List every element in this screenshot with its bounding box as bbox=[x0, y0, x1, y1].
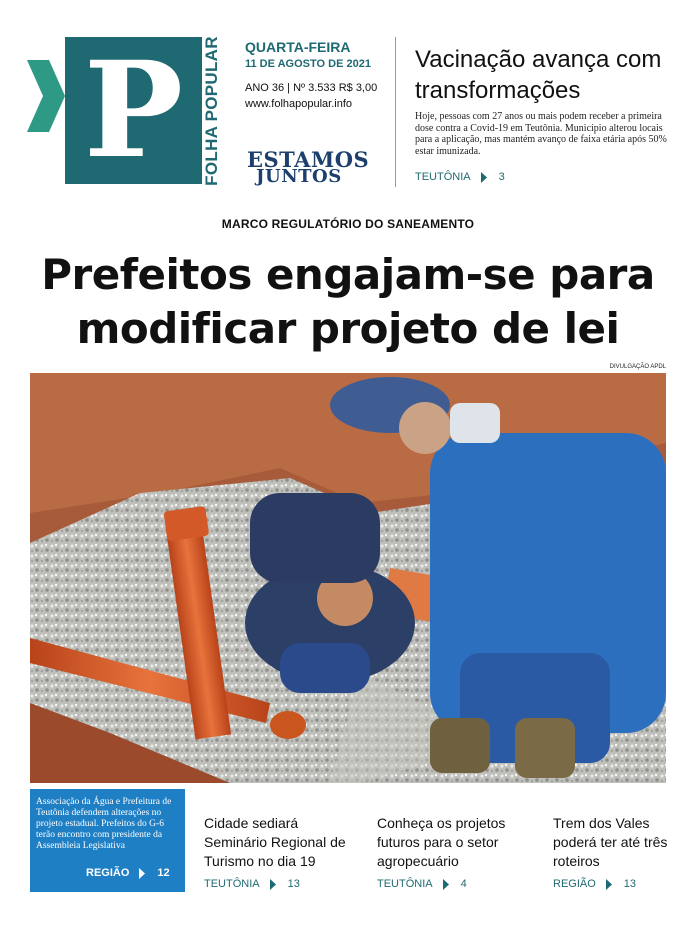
page-arrow-icon bbox=[606, 879, 612, 890]
page-number: 3 bbox=[498, 171, 505, 183]
page-arrow-icon bbox=[443, 879, 449, 890]
campaign-line-2: JUNTOS bbox=[256, 166, 342, 187]
sidebar-text: Associação da Água e Prefeitura de Teutônia defendem alterações no projeto estadual. Prefeitos do G-6 terão encontro com presidente da Assembleia Legislativa bbox=[36, 797, 172, 851]
campaign-line-1: ESTAMOS bbox=[247, 147, 370, 172]
brand-name: FOLHA POPULAR bbox=[202, 35, 221, 186]
section-label: TEUTÔNIA bbox=[204, 878, 260, 890]
logo[interactable] bbox=[65, 33, 202, 188]
top-story-ref[interactable] bbox=[415, 171, 505, 183]
section-label: TEUTÔNIA bbox=[377, 878, 433, 890]
photo-credit: DIVULGAÇÃO APDL bbox=[609, 364, 666, 370]
page-arrow-icon bbox=[139, 868, 145, 879]
issue-date: 11 DE AGOSTO DE 2021 bbox=[245, 58, 371, 70]
top-story-title[interactable]: Vacinação avança com transformações bbox=[415, 46, 662, 104]
teaser-title[interactable]: Cidade sediará Seminário Regional de Turismo no dia 19 bbox=[204, 815, 346, 869]
teaser-title[interactable]: Trem dos Vales poderá ter até três roteiros bbox=[553, 815, 668, 869]
logo-chevron-icon bbox=[27, 60, 65, 132]
teaser-ref[interactable] bbox=[553, 878, 636, 890]
main-photo[interactable] bbox=[30, 373, 666, 783]
sidebar-box[interactable] bbox=[30, 789, 185, 892]
sidebar-ref[interactable] bbox=[86, 867, 170, 879]
teaser-ref[interactable] bbox=[204, 878, 300, 890]
section-label: REGIÃO bbox=[553, 878, 596, 890]
page-number: 12 bbox=[157, 867, 170, 879]
edition-info: ANO 36 | Nº 3.533 R$ 3,00 bbox=[245, 82, 378, 94]
teaser-ref[interactable] bbox=[377, 878, 467, 890]
masthead-divider bbox=[395, 37, 396, 187]
top-story-text: Hoje, pessoas com 27 anos ou mais podem receber a primeira dose contra a Covid-19 em Teutônia. Município alterou locais para a aplicação, mas mantém avanço de faixa etária após 50% estar imunizada. bbox=[415, 111, 667, 158]
main-headline[interactable]: Prefeitos engajam-se para modificar projeto de lei bbox=[41, 250, 655, 353]
website-link[interactable]: www.folhapopular.info bbox=[245, 98, 353, 110]
main-kicker: MARCO REGULATÓRIO DO SANEAMENTO bbox=[221, 217, 475, 231]
page-number: 4 bbox=[460, 878, 467, 890]
issue-day: QUARTA-FEIRA bbox=[245, 39, 351, 55]
teaser-title[interactable]: Conheça os projetos futuros para o setor agropecuário bbox=[377, 815, 506, 869]
page-arrow-icon bbox=[481, 172, 487, 183]
section-label: REGIÃO bbox=[86, 867, 130, 879]
section-label: TEUTÔNIA bbox=[415, 171, 471, 183]
page-arrow-icon bbox=[270, 879, 276, 890]
page-number: 13 bbox=[623, 878, 637, 890]
page-number: 13 bbox=[287, 878, 300, 890]
logo-letter: P bbox=[83, 33, 184, 188]
